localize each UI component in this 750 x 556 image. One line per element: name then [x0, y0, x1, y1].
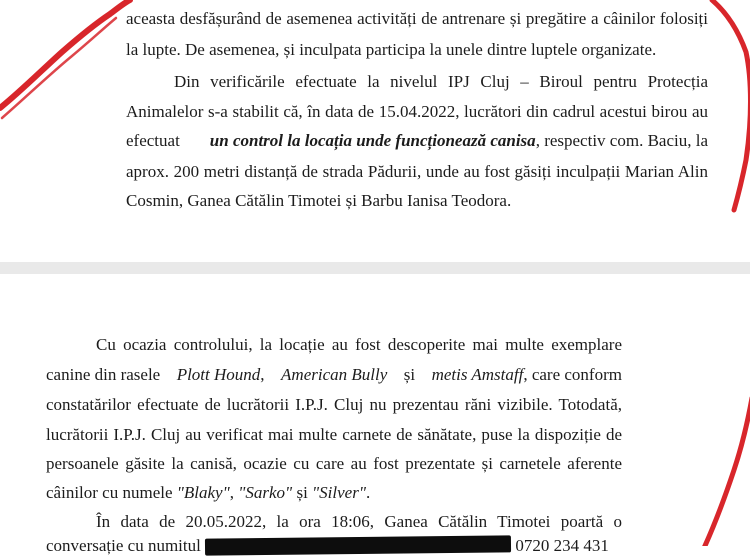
paragraph-line: Animalelor s-a stabilit că, în data de 15.04.2022, lucrători din cadrul acestui birou au [126, 102, 708, 121]
paragraph-line: aceasta desfășurând de asemenea activități de antrenare și pregătire a câinilor folosiți [126, 9, 708, 28]
paragraph-line: constatărilor efectuate de lucrătorii I.P.J. Cluj nu prezentau răni vizibile. Totodată, [46, 395, 622, 414]
paragraph-line: persoanele găsite la canisă, ocazie cu care au fost prezentate și carnetele aferente [46, 454, 622, 473]
paragraph-line: aprox. 200 metri distanță de strada Pădurii, unde au fost găsiți inculpații Marian Alin [126, 162, 708, 181]
text-run: , respectiv com. Baciu, la [535, 131, 708, 150]
dog-name: "Blaky" [176, 483, 230, 502]
paragraph-line: lucrătorii I.P.J. Cluj au verificat mai multe carnete de sănătate, puse la dispoziție de [46, 425, 622, 444]
paragraph-line: În data de 20.05.2022, la ora 18:06, Ganea Cătălin Timotei poartă o [96, 512, 622, 531]
phone-number: 0720 234 431 [515, 536, 609, 555]
breed-name: Plott Hound [176, 365, 261, 384]
emphasis-bold-italic: un control la locația unde funcționează canisa [209, 131, 536, 150]
document-page-bottom [0, 274, 750, 555]
document-page-top [0, 0, 750, 262]
paragraph-line [126, 131, 708, 151]
text-run: conversație cu numitul [46, 536, 201, 555]
text-run: . [365, 483, 371, 502]
dog-name: "Sarko" [238, 483, 293, 502]
emphasis-text [210, 131, 708, 151]
text-run: , [260, 365, 265, 384]
text-run: câinilor cu numele [46, 483, 173, 502]
text-run: canine din rasele [46, 365, 161, 384]
text-run [177, 365, 265, 385]
text-run: efectuat [126, 131, 180, 150]
paragraph-line: Din verificările efectuate la nivelul IPJ Cluj – Biroul pentru Protecția [174, 72, 708, 91]
paragraph-line [46, 536, 609, 556]
text-run: , care conform [523, 365, 622, 384]
paragraph-line: Cu ocazia controlului, la locație au fost descoperite mai multe exemplare [96, 335, 622, 354]
text-run: și [403, 365, 416, 384]
page-separator [0, 262, 750, 274]
text-run: și [296, 483, 308, 502]
breed-name: metis Amstaff [431, 365, 524, 384]
text-run: , [229, 483, 234, 502]
paragraph-line: la lupte. De asemenea, și inculpata participa la unele dintre luptele organizate. [126, 40, 657, 59]
text-run [432, 365, 622, 385]
dog-name: "Silver" [312, 483, 366, 502]
paragraph-line: Cosmin, Ganea Cătălin Timotei și Barbu Ianisa Teodora. [126, 191, 512, 210]
paragraph-line [46, 483, 370, 503]
paragraph-line [46, 365, 622, 385]
breed-name: American Bully [281, 365, 388, 384]
